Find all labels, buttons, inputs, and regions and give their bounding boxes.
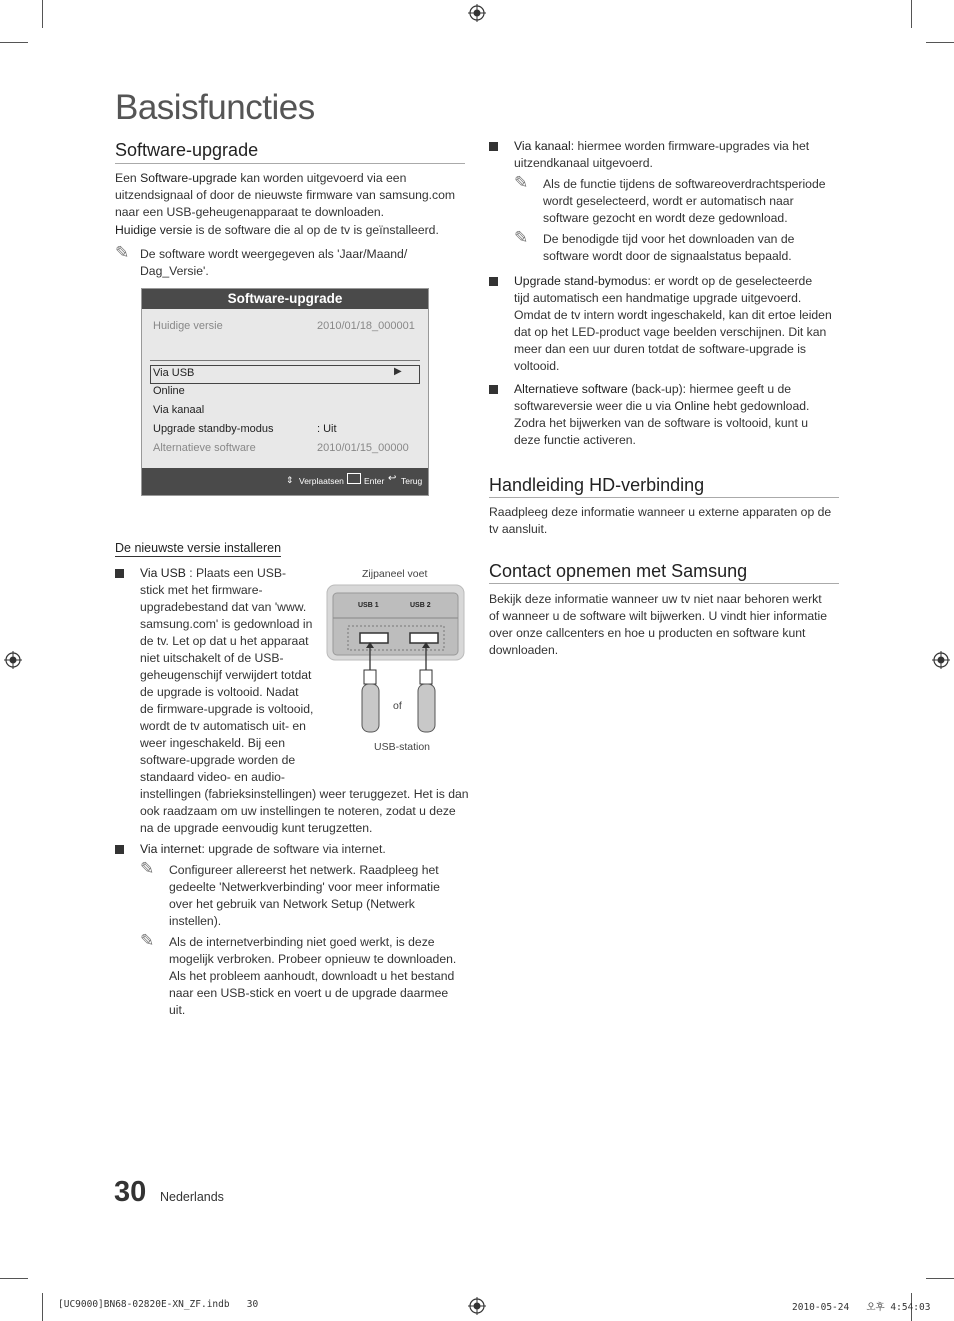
bullet-square	[489, 277, 498, 286]
note-line: Als de functie tijdens de softwareoverdrachtsperiode	[543, 177, 826, 191]
intro-line: naar een USB-geheugenapparaat te downloaden.	[115, 205, 385, 219]
page-number: 30	[114, 1176, 147, 1208]
usb-line: stick met het firmware-	[140, 583, 263, 597]
internet-paragraph	[140, 841, 470, 858]
alternative-line: Zodra het bijwerken van de software is voltooid, kunt u	[514, 416, 809, 430]
usb-line: de tv. Let op dat u het apparaat	[140, 634, 309, 648]
note-pencil-icon: ✎	[140, 931, 155, 950]
contact-line: downloaden.	[489, 643, 559, 657]
osd-title: Software-upgrade	[142, 289, 428, 309]
alternative-text: hebt gedownload.	[709, 399, 810, 413]
internet-note-2	[169, 934, 469, 1019]
osd-item-online[interactable]: Online	[153, 385, 185, 397]
crop-mark	[911, 0, 912, 28]
kanaal-paragraph	[514, 138, 844, 172]
kanaal-line: uitzendkanaal uitgevoerd.	[514, 156, 653, 170]
alternative-paragraph	[514, 381, 844, 449]
note-line: software wordt door de signaalstatus bepaald.	[543, 249, 792, 263]
note-line: uit.	[169, 1003, 186, 1017]
footer-language: Nederlands	[160, 1190, 224, 1204]
kanaal-note-1	[543, 176, 843, 227]
alternative-text: softwareversie weer die u via	[514, 399, 675, 413]
figure-or-label: of	[393, 700, 402, 712]
arrow-right-icon: ▶	[394, 366, 402, 377]
usb1-label: USB 1	[358, 602, 379, 609]
standby-line: Omdat de tv intern wordt ingeschakeld, kan dit ertoe leiden	[514, 308, 832, 322]
crop-mark	[42, 1293, 43, 1321]
osd-item-label: Via USB	[153, 367, 195, 379]
note-paragraph	[140, 246, 470, 280]
updown-icon: ⇕	[286, 475, 294, 485]
usb2-label: USB 2	[410, 602, 431, 609]
note-pencil-icon: ✎	[514, 173, 529, 192]
crop-mark	[926, 1278, 954, 1279]
usb-bold: Via USB	[140, 566, 186, 580]
section-title-software-upgrade: Software-upgrade	[115, 140, 259, 160]
usb-line: standaard video- en audio-	[140, 770, 285, 784]
osd-current-value: 2010/01/18_000001	[317, 320, 415, 332]
kanaal-text: : hiermee worden firmware-upgrades via het	[570, 139, 810, 153]
section-rule	[115, 163, 465, 164]
intro-text: kan worden uitgevoerd via een	[236, 171, 407, 185]
usb-line: de firmware-upgrade is voltooid,	[140, 702, 314, 716]
current-version-text: is de software die al op de tv is geïnstalleerd.	[192, 223, 439, 237]
usb-line: geheugenschijf verwijdert totdat	[140, 668, 312, 682]
alternative-text: (back-up): hiermee geeft u de	[627, 382, 792, 396]
chapter-title: Basisfuncties	[115, 88, 315, 127]
internet-text: : upgrade de software via internet.	[201, 842, 386, 856]
note-pencil-icon: ✎	[140, 859, 155, 878]
standby-line: tijd automatisch een handmatige upgrade uitgevoerd.	[514, 291, 802, 305]
note-line: Als de internetverbinding niet goed werkt, is deze	[169, 935, 435, 949]
osd-divider	[150, 360, 420, 361]
intro-line: uitzendsignaal of door de nieuwste firmware van samsung.com	[115, 188, 456, 202]
note-line: gedeelte 'Netwerkverbinding' voor meer informatie	[169, 880, 440, 894]
contact-line: Bekijk deze informatie wanneer uw tv niet naar behoren werkt	[489, 592, 822, 606]
standby-line: dat op het LED-product vage beelden verschijnen. Dit kan	[514, 325, 827, 339]
section-rule	[489, 583, 839, 584]
section-title-contact: Contact opnemen met Samsung	[489, 561, 748, 581]
hd-line: tv aansluit.	[489, 522, 548, 536]
note-line: software gezocht en wordt deze gedownload.	[543, 211, 788, 225]
footer-enter: Enter	[364, 476, 385, 486]
enter-icon	[347, 473, 361, 484]
note-line: wordt geselecteerd, wordt er automatisch naar	[543, 194, 794, 208]
footer-file: [UC9000]BN68-02820E-XN_ZF.indb 30	[58, 1299, 259, 1310]
usb-line: niet uitschakelt of de USB-	[140, 651, 284, 665]
usb-line: : Plaats een USB-	[185, 566, 287, 580]
registration-mark-icon	[468, 4, 486, 22]
hd-paragraph	[489, 504, 844, 538]
note-pencil-icon: ✎	[514, 228, 529, 247]
internet-bold: Via internet	[140, 842, 202, 856]
footer-date: 2010-05-24 오후 4:54:03	[792, 1302, 931, 1313]
contact-paragraph	[489, 591, 844, 659]
alternative-line: deze functie activeren.	[514, 433, 636, 447]
note-line: mogelijk verbroken. Probeer opnieuw te downloaden.	[169, 952, 457, 966]
intro-paragraph	[115, 170, 467, 221]
note-line: De benodigde tijd voor het downloaden van de	[543, 232, 795, 246]
subheading-install: De nieuwste versie installeren	[115, 541, 282, 555]
contact-line: over onze callcenters en hoe u producten en software kunt	[489, 626, 806, 640]
current-version-paragraph	[115, 222, 467, 239]
usb-figure	[326, 584, 466, 744]
note-pencil-icon: ✎	[115, 243, 130, 262]
bullet-square	[115, 845, 124, 854]
kanaal-note-2	[543, 231, 843, 265]
standby-line: voltooid.	[514, 359, 560, 373]
bullet-square	[489, 142, 498, 151]
crop-mark	[42, 0, 43, 28]
alternative-bold: Alternatieve software	[514, 382, 628, 396]
osd-item-via-kanaal[interactable]: Via kanaal	[153, 404, 205, 416]
return-icon: ↩	[388, 473, 397, 484]
osd-item-alternative[interactable]: Alternatieve software	[153, 442, 256, 454]
osd-alternative-value: 2010/01/15_00000	[317, 442, 409, 454]
bullet-square	[489, 385, 498, 394]
hd-line: Raadpleeg deze informatie wanneer u externe apparaten op de	[489, 505, 832, 519]
usb-line: samsung.com' is gedownload in	[140, 617, 313, 631]
osd-footer	[142, 468, 428, 495]
osd-standby-value: : Uit	[317, 423, 337, 435]
internet-note-1	[169, 862, 469, 930]
standby-line: meer dan een uur duren totdat de software-upgrade is	[514, 342, 807, 356]
registration-mark-icon	[468, 1297, 486, 1315]
note-line: Als het probleem aanhoudt, downloadt u het bestand	[169, 969, 455, 983]
standby-text: : er wordt op de geselecteerde	[647, 274, 813, 288]
section-title-hd: Handleiding HD-verbinding	[489, 475, 705, 495]
note-line: Configureer allereerst het netwerk. Raadpleeg het	[169, 863, 439, 877]
footer-move: Verplaatsen	[299, 476, 344, 486]
standby-paragraph	[514, 273, 844, 375]
standby-bold: Upgrade stand-bymodus	[514, 274, 648, 288]
usb-line: software-upgrade worden de	[140, 753, 296, 767]
intro-text: Een	[115, 171, 141, 185]
footer-back: Terug	[401, 476, 423, 486]
osd-item-standby[interactable]: Upgrade standby-modus	[153, 423, 274, 435]
crop-mark	[926, 42, 954, 43]
current-version-bold: Huidige versie	[115, 223, 193, 237]
section-rule	[489, 497, 839, 498]
usb-line: ook raadzaam om uw instellingen te noteren, zodat u deze	[140, 804, 456, 818]
note-line: naar een USB-stick en voert u de upgrade daarmee	[169, 986, 449, 1000]
registration-mark-icon	[4, 651, 22, 669]
crop-mark	[0, 1278, 28, 1279]
contact-line: of wanneer u de software wilt bijwerken. U vindt hier informatie	[489, 609, 828, 623]
figure-station-label: USB-station	[374, 741, 431, 753]
usb-line: de upgrade is voltooid. Nadat	[140, 685, 299, 699]
usb-line: wordt de tv automatisch uit- en	[140, 719, 306, 733]
osd-menu	[141, 288, 429, 496]
intro-bold: Software-upgrade	[140, 171, 237, 185]
usb-line: upgradebestand dat van 'www.	[140, 600, 307, 614]
note-line: instellen).	[169, 914, 222, 928]
alternative-online: Online	[674, 399, 710, 413]
note-line: De software wordt weergegeven als 'Jaar/Maand/	[140, 247, 408, 261]
usb-line: weer ingeschakeld. Bij een	[140, 736, 285, 750]
crop-mark	[0, 42, 28, 43]
note-line: Dag_Versie'.	[140, 264, 209, 278]
kanaal-bold: Via kanaal	[514, 139, 571, 153]
registration-mark-icon	[932, 651, 950, 669]
note-line: over het gebruik van Network Setup (Netwerk	[169, 897, 415, 911]
usb-line: na de upgrade eenvoudig kunt terugzetten.	[140, 821, 373, 835]
usb-line: instellingen (fabrieksinstellingen) weer teruggezet. Het is dan	[140, 787, 469, 801]
osd-current-label: Huidige versie	[153, 320, 223, 332]
figure-panel-label: Zijpaneel voet	[362, 568, 428, 580]
bullet-square	[115, 569, 124, 578]
